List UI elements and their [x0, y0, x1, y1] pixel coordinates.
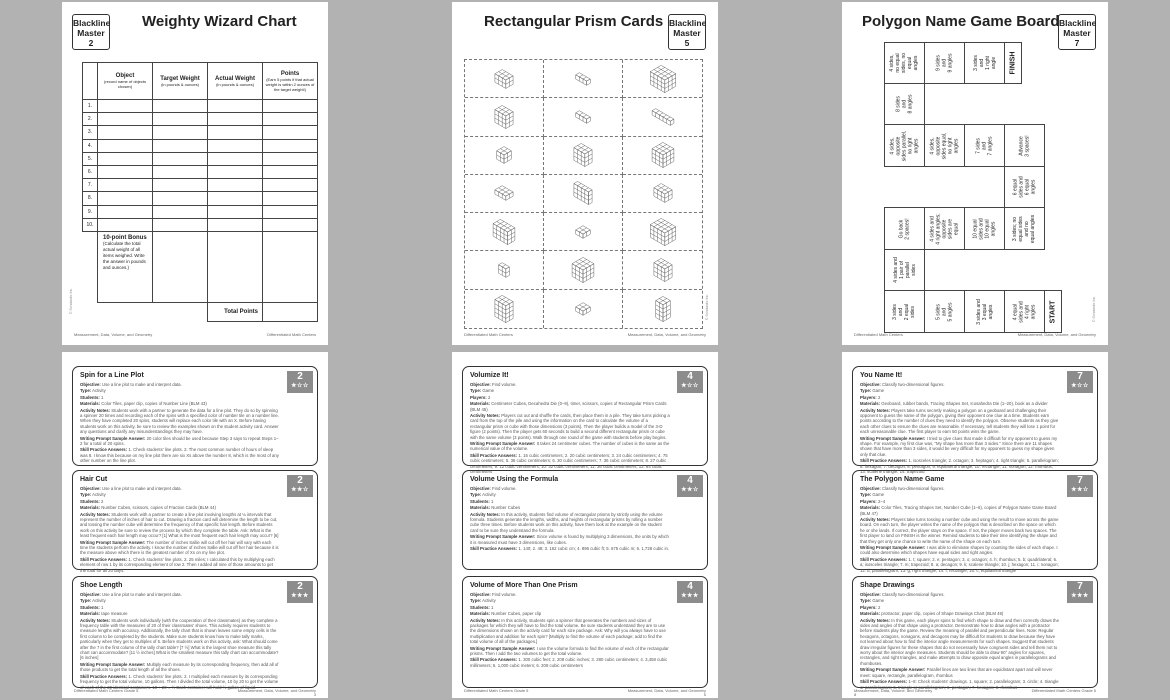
activity-notes: Activity Notes: Players take turns secretly making a polygon on a geoboard and challenging their opponent to guess the name of the polygon, giving their opponent one clue at a time. Students earn points according to the number of clues they need to identify the polygon. Observe students as they give each other clues to ensure the clues are reasonable. If necessary, tell students they will lose 1 point for each unreasonable clue. The first player to earn 50 points wins the game. — [860, 407, 1059, 435]
footer-right: Measurement, Data, Volume, and Geometry — [627, 688, 706, 693]
rectangular-prism-figure — [553, 138, 613, 172]
page-title: Rectangular Prism Cards — [484, 13, 664, 30]
type: Type: Game — [860, 492, 885, 498]
board-space: 4 sides, opposite sides equal, no right angles — [924, 124, 965, 167]
rectangular-prism-figure — [633, 62, 693, 96]
rectangular-prism-figure — [633, 100, 693, 134]
footer-left: Measurement, Data, Volume, and Geometry — [854, 688, 933, 693]
activity-card — [462, 576, 708, 688]
type: Type: Game — [470, 388, 495, 394]
footer-right: Measurement, Data, Volume, and Geometry — [627, 332, 706, 337]
level-badge — [1067, 475, 1093, 497]
table-row — [83, 126, 318, 139]
row-number: 1. — [83, 100, 98, 113]
blank — [83, 231, 98, 302]
board-space: Advance 3 spaces! — [1004, 124, 1045, 167]
copyright: © Scholastic Inc. — [69, 287, 73, 314]
actual-weight-cell[interactable] — [208, 126, 263, 139]
table-row — [83, 192, 318, 205]
skill-practice-answers: Skill Practice Answers: 1–8: Check students' drawings. 1. square; 2. parallelogram; 3. circle; 4. triangle or parallelogram; 5. triangle or parallelogram; 6. pentagon; 7. hexagon; 8. rhombus — [860, 679, 1059, 690]
card-title: Shoe Length — [80, 582, 123, 589]
rectangular-prism-figure — [474, 100, 534, 134]
board-space: 3 sides and 1 right angle — [964, 42, 1005, 84]
table-row — [83, 100, 318, 113]
badge-line: Blackline — [73, 18, 111, 28]
activity-notes: Activity Notes: In this game, each player spins to find which shape to draw and then correctly draws the sides and angles of that shape using a protractor. Demonstrate how to draw angles with a protractor before students play the game. Review the meaning of parallel and perpendicular lines. Note: Regular hexagons, octagons, nonagons, and decagons may be difficult for students to draw because they have not learned about how to find the interior angle measurements for such shapes. Suggest that students draw irregular figures for these shapes that do not necessarily have congruent sides and tell them not to worry about the interior angle measures. Students should be able to draw 90° angles for squares, rectangles, and right triangles, and make attempts to draw opposite equal angles in parallelograms and rhombuses. — [860, 617, 1059, 666]
skill-practice-answers: Skill Practice Answers: 1. Check students' line plots. 2. 25 miles; I calculated this by multiplying each element of row 1 by its corresponding element of row 2. Then I added all nine of those amounts to get the total for all 20 days. — [80, 556, 275, 573]
row-number: 3. — [83, 126, 98, 139]
board-space: 9 sides and 9 angles — [924, 42, 965, 84]
blackline-master-badge — [668, 14, 706, 50]
materials: Materials: Number Cubes, paper clip — [470, 611, 542, 617]
object-cell[interactable] — [98, 100, 153, 113]
card-title: Hair Cut — [80, 476, 108, 483]
actual-weight-cell[interactable] — [208, 205, 263, 218]
board-space: 4 sides and 1 pair of parallel sides — [884, 249, 925, 291]
target-weight-cell[interactable] — [153, 139, 208, 152]
board-space: 4 sides and 4 right angles; opposite sides are equal — [924, 207, 965, 250]
object-cell[interactable] — [98, 152, 153, 165]
skill-practice-answers: Skill Practice Answers: 1. t; square; 2. e; pentagon; 3. o; octagon; 4. h; rhombus; 5. b; quadrilateral; 6. a; isosceles triangle; 7. m; trapezoid; 8. a; decagon; 9. k; scalene triangle; 10. j; hexagon; 11. i; nonagon; 12. d; parallelogram; 13. g; right triangle; 14. f; rectangle; 15. c; equilateral triangle — [860, 556, 1059, 573]
actual-weight-cell[interactable] — [208, 113, 263, 126]
finish-space: FINISH — [1004, 42, 1022, 84]
writing-prompt-answer: Writing Prompt Sample Answer: I was able to eliminate shapes by counting the sides of each shape. I could also determine which shapes have equal sides and right angles. — [860, 545, 1058, 556]
row-number: 7. — [83, 179, 98, 192]
badge-number: 7 — [1074, 38, 1080, 48]
points-cell[interactable] — [263, 113, 318, 126]
row-number: 5. — [83, 152, 98, 165]
header-blank — [83, 63, 98, 100]
objective: Objective: Classify two-dimensional figures. — [860, 592, 945, 597]
object-cell[interactable] — [98, 139, 153, 152]
level-badge — [677, 581, 703, 603]
activity-card — [852, 470, 1098, 573]
difficulty-stars-icon: ★☆☆ — [291, 383, 309, 389]
objective: Objective: Use a line plot to make and interpret data. — [80, 486, 182, 491]
actual-weight-cell[interactable] — [208, 218, 263, 231]
level-number: 4 — [687, 371, 693, 382]
object-cell[interactable] — [98, 192, 153, 205]
badge-line: Master — [673, 28, 701, 38]
target-weight-cell[interactable] — [153, 152, 208, 165]
prism-card — [544, 251, 623, 289]
target-weight-cell[interactable] — [153, 218, 208, 231]
rectangular-prism-figure — [633, 253, 693, 287]
level-badge — [287, 581, 313, 603]
participants: Students: 2 — [80, 498, 104, 504]
points-cell[interactable] — [263, 205, 318, 218]
footer-right: Measurement, Data, Volume, and Geometry — [1017, 332, 1096, 337]
start-space: START — [1044, 290, 1062, 333]
level-number: 7 — [1077, 371, 1083, 382]
type: Type: Activity — [470, 492, 496, 498]
objective: Objective: Classify two-dimensional figures. — [860, 382, 945, 387]
writing-prompt-answer: Writing Prompt Sample Answer: Parallel lines are two lines that are equidistant apart and will never meet: square, rectangle, parallelogram, rhombus — [860, 667, 1053, 678]
prism-card — [623, 290, 702, 328]
level-badge — [677, 371, 703, 393]
participants: Players: 2 — [470, 394, 491, 400]
participants: Students: 1 — [80, 604, 104, 610]
rectangular-prism-figure — [474, 292, 534, 326]
object-cell[interactable] — [98, 126, 153, 139]
prism-card — [465, 290, 544, 328]
footer-right: Differentiated Math Centers Grade 5 — [1031, 688, 1096, 693]
blackline-master-badge — [1058, 14, 1096, 50]
skill-practice-answers: Skill Practice Answers: 1. Check students' line plots. 2. The most common number of hours of sleep was 8. I know this because on my line plot there are six Xs above the number 8, which is the most of any other number on the line plot. — [80, 447, 279, 464]
object-cell[interactable] — [98, 165, 153, 178]
prism-card — [544, 98, 623, 136]
skill-practice-answers: Skill Practice Answers: 1. 16 cubic centimeters; 2. 20 cubic centimeters; 3. 24 cubic centimeters; 4. 75 cubic centimeters; 5. 36 cubic centimeters; 6. 30 cubic centimeters; 7. 36 cubic centimeters; 8. 27 cubic centimeters; 9. 12 cubic centimeters; 10. 32 cubic centimeters; 11. 36 cubic centimeters; 12. 64 cubic centimeters — [470, 452, 668, 475]
activity-card — [462, 470, 708, 570]
objective: Objective: Use a line plot to make and interpret data. — [80, 592, 182, 597]
badge-line: Blackline — [669, 18, 707, 28]
blank — [83, 302, 98, 321]
materials: Materials: Centimeter Cubes, Decahedra Die (0–9), timer, scissors, copies of Rectangular Prism Cards (BLM 45) — [470, 401, 667, 412]
page-number: 8 — [854, 692, 857, 697]
table-row — [83, 152, 318, 165]
prism-card — [544, 290, 623, 328]
activity-notes: Activity Notes: Students work with a partner to generate the data for a line plot. They do so by spinning a spinner 20 times and recording each of the spins with a specified color of number tile on a number line. When they have completed 20 spins, students will replace each color tile with an X. Before having students work on this activity, be sure to review the examples shown on the student activity card. Answer any questions and clarify any misunderstandings they may have. — [80, 407, 279, 435]
difficulty-stars-icon: ★★★ — [291, 593, 309, 599]
activity-notes: Activity Notes: In this activity, students find volume of rectangular prisms by strictly using the volume formula. Students generate the lengths, widths, and heights of rectangular prisms by rolling a number cube three times. Before students work on this activity, have them look at the example on the student card to be sure they understand the formula. — [470, 511, 663, 533]
type: Type: Game — [860, 598, 885, 604]
activity-card — [72, 366, 318, 466]
difficulty-stars-icon: ★☆☆ — [681, 383, 699, 389]
card-title: Volumize It! — [470, 372, 509, 379]
skill-practice-answers: Skill Practice Answers: 1. 140; 2. 48; 3. 162 cubic cm; 4. 896 cubic ft; 5. 675 cubic m; 6. 1,728 cubic in. — [470, 546, 670, 552]
points-cell[interactable] — [263, 192, 318, 205]
skill-practice-answers: Skill Practice Answers: 1. Check students' line plots. 2. I multiplied each measure by its corresponding frequency to get the total volume, 10 gallons. Then I divided the total volume, 10 by 20 to get the volume of each of the 20 identical containers. 10 ÷ 20 = ½ Each container will hold ½ gallon of liquid. — [80, 673, 279, 690]
level-number: 2 — [297, 475, 303, 486]
level-badge — [287, 475, 313, 497]
footer-left: Measurement, Data, Volume, and Geometry — [74, 332, 153, 337]
rectangular-prism-figure — [474, 176, 534, 210]
activity-page-3 — [62, 352, 328, 698]
bonus-cell — [98, 231, 153, 302]
prism-card — [623, 60, 702, 98]
difficulty-stars-icon: ★★☆ — [291, 487, 309, 493]
footer-right: Differentiated Math Centers — [267, 332, 316, 337]
actual-weight-cell[interactable] — [208, 179, 263, 192]
prism-card — [465, 137, 544, 175]
blackline-master-badge — [72, 14, 110, 50]
card-title: Shape Drawings — [860, 582, 915, 589]
bonus-target[interactable] — [153, 231, 208, 302]
activity-notes: Activity Notes: Students work individually (with the cooperation of their classmates) as they complete a frequency table with the measures of 20 of their classmates' shoes. This activity requires students to measure lengths with accuracy. Additionally, the tally chart that is shown leaves some empty cells in the first column to be completed by the students. Make sure students know how to make tally marks, particularly when they get to multiples of 5. Before students work on this activity, ask: What should come after the 7 in the first column of the tally chart table? [7 ½] What is the largest shoe measure this tally chart can accommodate? [11 ½ inches] What is the smallest measure this tally chart can accommodate? [6 inches] — [80, 617, 279, 661]
badge-number: 2 — [88, 38, 94, 48]
header-points: Points (Earn 5 points if that actual weight is within 2 ounces of the target weight!) — [263, 63, 318, 100]
table-row — [83, 139, 318, 152]
table-row — [83, 205, 318, 218]
footer-left: Differentiated Math Centers Grade 5 — [74, 688, 139, 693]
prism-card — [544, 60, 623, 98]
skill-practice-answers: Skill Practice Answers: 1. 300 cubic feet; 2. 208 cubic inches; 3. 280 cubic centimeters; 4. 3,458 cubic millimeters; 5. 1,000 cubic meters; 6. 208 cubic centimeters — [470, 657, 668, 668]
blank — [98, 302, 153, 321]
type: Type: Activity — [80, 388, 106, 394]
copyright: © Scholastic Inc. — [1092, 295, 1096, 322]
level-number: 4 — [687, 475, 693, 486]
materials: Materials: Geoboard, rubber bands, Tracing Shapes Set, Icosahedra Die (1–20), book as a divider — [860, 401, 1048, 407]
rectangular-prism-figure — [474, 253, 534, 287]
rectangular-prism-figure — [553, 215, 613, 249]
object-cell[interactable] — [98, 113, 153, 126]
writing-prompt-answer: Writing Prompt Sample Answer: I use the volume formula to find the volume of each of the rectangular prisms. Then I add the two volumes to get the total volume. — [470, 645, 669, 657]
row-number: 10. — [83, 218, 98, 231]
row-number: 9. — [83, 205, 98, 218]
weighty-table — [82, 62, 318, 322]
activity-card — [72, 576, 318, 688]
rectangular-prism-figure — [633, 138, 693, 172]
prism-card — [465, 213, 544, 251]
board-space: 3 sides; no equal sides and no equal angles — [1004, 207, 1045, 250]
bonus-actual[interactable] — [208, 231, 263, 302]
writing-prompt-answer: Writing Prompt Sample Answer: The number of inches Sallie will cut off her hair will vary with each time the students perform the activity. I know the number of inches Sallie will cut off her hair because it is the measure above which there is the greatest number of Xs on my line plot. — [80, 539, 279, 556]
participants: Players: 2 — [860, 394, 881, 400]
card-title: Spin for a Line Plot — [80, 372, 144, 379]
page-number: 5 — [703, 692, 706, 697]
rectangular-prism-figure — [553, 62, 613, 96]
objective: Objective: Find volume. — [470, 486, 517, 491]
difficulty-stars-icon: ★★☆ — [681, 487, 699, 493]
points-cell[interactable] — [263, 218, 318, 231]
table-row — [83, 179, 318, 192]
actual-weight-cell[interactable] — [208, 100, 263, 113]
table-row — [83, 218, 318, 231]
level-number: 2 — [297, 581, 303, 592]
board-space: 10 equal sides and 10 equal angles — [964, 207, 1005, 250]
page-weighty-wizard-chart — [62, 2, 328, 345]
total-points-label: Total Points — [208, 302, 263, 321]
prism-card — [465, 98, 544, 136]
board-space: 3 sides and 3 equal angles — [964, 290, 1005, 333]
page-title: Polygon Name Game Board — [862, 13, 1060, 30]
board-space: 8 sides and 8 angles — [884, 83, 925, 125]
prism-card — [544, 137, 623, 175]
difficulty-stars-icon: ★★☆ — [1071, 487, 1089, 493]
difficulty-stars-icon: ★☆☆ — [1071, 383, 1089, 389]
total-points-value[interactable] — [263, 302, 318, 321]
card-title: Volume of More Than One Prism — [470, 582, 578, 589]
materials: Materials: tape measure — [80, 611, 128, 617]
level-number: 7 — [1077, 581, 1083, 592]
footer-left: Differentiated Math Centers Grade 5 — [464, 688, 529, 693]
prism-card — [623, 213, 702, 251]
actual-weight-cell[interactable] — [208, 139, 263, 152]
participants: Players: 2–4 — [860, 498, 886, 504]
board-space: 5 sides and 5 angles — [924, 290, 965, 333]
type: Type: Game — [860, 388, 885, 394]
board-space: 3 sides and 2 equal sides — [884, 290, 925, 333]
activity-notes: Activity Notes: Students work with a partner to create a line plot involving lengths at ⅛ intervals that represent the number of inches of hair to cut. Drawing a fraction card will determine the length to be cut, and tossing the number cube will determine the frequency of that specific hair length. Before students work on this activity be sure to review the process by which they complete the table. Ask: What is the least frequent each hair length may occur? [1] What is the most frequent each hair length may occur? [6] — [80, 511, 279, 539]
header-target-weight: Target Weight (in pounds & ounces) — [153, 63, 208, 100]
skill-practice-answers: Skill Practice Answers: 1. isosceles triangle; 2. octagon; 3. heptagon; 4. right triangle; 5. parallelogram; 6. hexagon; 7. decagon; 8. pentagon; 9. equilateral triangle; 10. rectangle; 11. nonagon; 12. rhombus; 13. scalene triangle; 14. trapezoid — [860, 458, 1059, 475]
writing-prompt-answer: Writing Prompt Sample Answer: It takes 24 centimeter cubes. The number of cubes is the same as the numerical value of the volume. — [470, 441, 670, 452]
level-badge — [677, 475, 703, 497]
badge-line: Master — [77, 28, 105, 38]
page-number: 3 — [313, 692, 316, 697]
level-number: 4 — [687, 581, 693, 592]
activity-card — [72, 470, 318, 573]
card-title: The Polygon Name Game — [860, 476, 945, 483]
row-number: 6. — [83, 165, 98, 178]
rectangular-prism-figure — [633, 215, 693, 249]
rectangular-prism-figure — [553, 176, 613, 210]
activity-card — [852, 576, 1098, 688]
board-space: 7 sides and 7 angles — [964, 124, 1005, 167]
badge-line: Blackline — [1059, 18, 1097, 28]
materials: Materials: Color Tiles, paper clip, copies of Number Line (BLM 43) — [80, 401, 207, 407]
actual-weight-cell[interactable] — [208, 152, 263, 165]
target-weight-cell[interactable] — [153, 113, 208, 126]
page-rectangular-prism-cards — [452, 2, 718, 345]
copyright: © Scholastic Inc. — [705, 293, 709, 320]
rectangular-prism-figure — [553, 292, 613, 326]
participants: Students: 1 — [470, 498, 494, 504]
difficulty-stars-icon: ★★★ — [1071, 593, 1089, 599]
object-cell[interactable] — [98, 179, 153, 192]
card-title: Volume Using the Formula — [470, 476, 559, 483]
points-cell[interactable] — [263, 165, 318, 178]
materials: Materials: protractor, paper clip, copies of Shape Drawings Chart (BLM 49) — [860, 611, 1004, 617]
board-space: 4 equal sides and 4 right angles — [1004, 290, 1045, 333]
board-space: 4 sides, no equal sides, no equal angles — [884, 42, 925, 84]
rectangular-prism-figure — [474, 215, 534, 249]
objective: Objective: Find volume. — [470, 382, 517, 387]
target-weight-cell[interactable] — [153, 100, 208, 113]
footer-right: Measurement, Data, Volume, and Geometry — [237, 688, 316, 693]
level-number: 2 — [297, 371, 303, 382]
difficulty-stars-icon: ★★★ — [681, 593, 699, 599]
level-number: 7 — [1077, 475, 1083, 486]
badge-line: Master — [1063, 28, 1091, 38]
activity-notes: Activity Notes: Players take turns tossing a number cube and using the result to move across the game board. On each turn, the player writes the name of the polygon that is described on the space on which he or she lands. If correct, the player stays on the space. If not, the player moves back two spaces. The first player to land on FINISH is the winner. Remind students to take their time identifying the shape and that they get only one chance to write the name of the shape on each turn. — [860, 517, 1059, 544]
writing-prompt-answer: Writing Prompt Sample Answer: 20 color tiles should be used because Step 3 says to repeat Steps 1–2 for a total of 20 spins. — [80, 435, 279, 447]
prism-card-grid — [464, 59, 703, 329]
target-weight-cell[interactable] — [153, 192, 208, 205]
target-weight-cell[interactable] — [153, 205, 208, 218]
target-weight-cell[interactable] — [153, 126, 208, 139]
activity-page-8 — [842, 352, 1108, 698]
rectangular-prism-figure — [553, 253, 613, 287]
prism-card — [544, 175, 623, 213]
bonus-title: 10-point Bonus — [103, 234, 147, 241]
writing-prompt-answer: Writing Prompt Sample Answer: Multiply each measure by its corresponding frequency, then add all of those products to get the total length of all the shoes. — [80, 661, 279, 673]
objective: Objective: Find volume. — [470, 592, 517, 597]
target-weight-cell[interactable] — [153, 165, 208, 178]
row-number: 8. — [83, 192, 98, 205]
board-space: Go back 2 spaces! — [884, 207, 925, 250]
materials: Materials: Number Cubes — [470, 505, 521, 511]
bonus-points[interactable] — [263, 231, 318, 302]
activity-notes: Activity Notes: In this activity, students spin a spinner that generates the numbers and sizes of packages for which they will have to find the total volume. Be sure students understand they are to use the dimensions shown on the activity card for each size package. Ask: Why will you always have to use multiplication and addition for each spin? [Multiply to find the volume of each package; add to find the total volume of all of the packages.] — [470, 617, 666, 645]
prism-card — [465, 60, 544, 98]
page-title: Weighty Wizard Chart — [142, 13, 297, 30]
participants: Students: 1 — [470, 604, 494, 610]
points-cell[interactable] — [263, 126, 318, 139]
participants: Players: 2 — [860, 604, 881, 610]
prism-card — [544, 213, 623, 251]
object-cell[interactable] — [98, 205, 153, 218]
writing-prompt-answer: Writing Prompt Sample Answer: Since volume is found by multiplying 3 dimensions, the units by which it is measured must have 3 dimensions, like cubes. — [470, 534, 669, 545]
row-number: 4. — [83, 139, 98, 152]
prism-card — [465, 175, 544, 213]
type: Type: Activity — [80, 492, 106, 498]
header-object: Object (record name of objects chosen) — [98, 63, 153, 100]
prism-card — [623, 98, 702, 136]
type: Type: Activity — [470, 598, 496, 604]
board-space: 4 sides, opposite sides parallel, no right angles — [884, 124, 925, 167]
badge-number: 5 — [684, 38, 690, 48]
level-badge — [1067, 581, 1093, 603]
writing-prompt-answer: Writing Prompt Sample Answer: I tried to give clues that made it difficult for my opponent to guess my shape. For example, my first clue was, "My shape has more than 3 sides." Since there are 11 shapes shown that have more than 3 sides, it would be very difficult for my opponent to guess my shape given only that clue. — [860, 435, 1058, 457]
level-badge — [287, 371, 313, 393]
rectangular-prism-figure — [474, 62, 534, 96]
object-cell[interactable] — [98, 218, 153, 231]
prism-card — [623, 175, 702, 213]
points-cell[interactable] — [263, 152, 318, 165]
activity-notes: Activity Notes: Players cut out and shuffle the cards, then place them in a pile. They take turns picking a card from the top of the pile and using the information on the card to calculate the volume of a rectangular prism or cube with those dimensions (3 points). Then the player builds a model of the 3-D figure (2 points). Then the player gets 60 seconds to build a second different rectangular prism or cube with the same volume (3 points). Walk through one round of the game with students before play begins. — [470, 413, 670, 440]
blank — [153, 302, 208, 321]
board-space: 6 equal sides and 6 equal angles — [1004, 166, 1045, 208]
participants: Students: 1 — [80, 394, 104, 400]
prism-card — [623, 137, 702, 175]
materials: Materials: Number Cubes, scissors, copies of Fraction Cards (BLM 44) — [80, 505, 216, 511]
table-row — [83, 165, 318, 178]
points-cell[interactable] — [263, 100, 318, 113]
activity-card — [852, 366, 1098, 475]
points-cell[interactable] — [263, 139, 318, 152]
header-actual-weight: Actual Weight (in pounds & ounces) — [208, 63, 263, 100]
activity-page-5 — [452, 352, 718, 698]
rectangular-prism-figure — [474, 138, 534, 172]
row-number: 2. — [83, 113, 98, 126]
objective: Objective: Classify two-dimensional figures. — [860, 486, 945, 491]
table-row — [83, 113, 318, 126]
activity-card — [462, 366, 708, 475]
rectangular-prism-figure — [633, 292, 693, 326]
prism-card — [623, 251, 702, 289]
materials: Materials: Color Tiles, Tracing Shapes Set, Number Cube (1–6), copies of Polygon Name Game Board (BLM 47) — [860, 505, 1057, 516]
target-weight-cell[interactable] — [153, 179, 208, 192]
actual-weight-cell[interactable] — [208, 192, 263, 205]
type: Type: Activity — [80, 598, 106, 604]
page-polygon-name-game-board — [842, 2, 1108, 345]
actual-weight-cell[interactable] — [208, 165, 263, 178]
rectangular-prism-figure — [633, 176, 693, 210]
bonus-text: (Calculate the total actual weight of all items weighed. Write the answer in pounds and ounces.) — [103, 240, 146, 270]
card-title: You Name It! — [860, 372, 903, 379]
prism-card — [465, 251, 544, 289]
objective: Objective: Use a line plot to make and interpret data. — [80, 382, 182, 387]
footer-left: Differentiated Math Centers — [464, 332, 513, 337]
rectangular-prism-figure — [553, 100, 613, 134]
footer-left: Differentiated Math Centers — [854, 332, 903, 337]
level-badge — [1067, 371, 1093, 393]
points-cell[interactable] — [263, 179, 318, 192]
